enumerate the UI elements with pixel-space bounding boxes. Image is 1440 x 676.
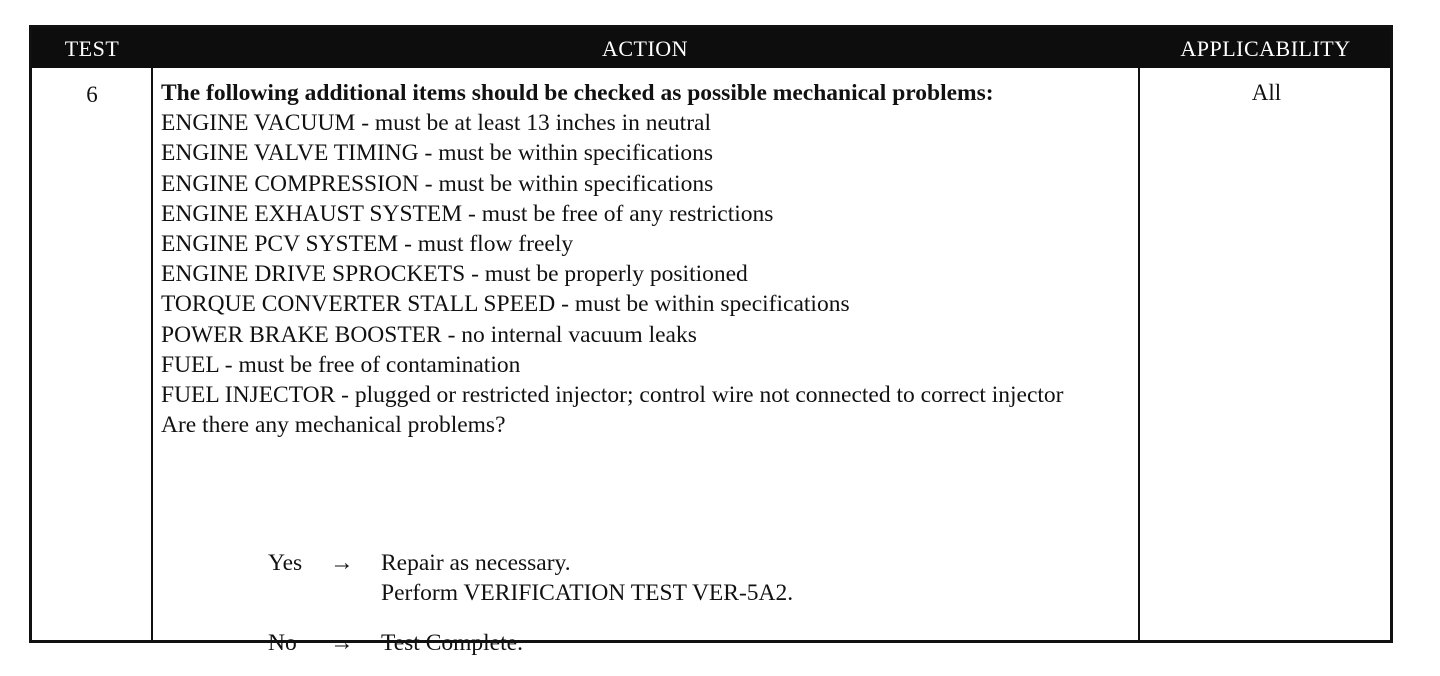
check-item: FUEL INJECTOR - plugged or restricted injector; control wire not connected to correct injector bbox=[161, 382, 1064, 409]
action-text bbox=[161, 78, 1131, 440]
no-label: No bbox=[268, 630, 297, 656]
no-result-line: Test Complete. bbox=[381, 630, 523, 656]
check-item: TORQUE CONVERTER STALL SPEED - must be within specifications bbox=[161, 291, 850, 318]
right-arrow-icon: → bbox=[330, 630, 354, 656]
column-divider bbox=[151, 68, 153, 640]
action-intro: The following additional items should be checked as possible mechanical problems: bbox=[161, 80, 994, 106]
header-test: TEST bbox=[64, 36, 120, 61]
diagnostic-test-table bbox=[29, 25, 1393, 656]
check-item: POWER BRAKE BOOSTER - no internal vacuum leaks bbox=[161, 321, 697, 348]
check-item: ENGINE VALVE TIMING - must be within specifications bbox=[161, 140, 713, 167]
check-item: ENGINE COMPRESSION - must be within specifications bbox=[161, 170, 714, 197]
check-item: ENGINE VACUUM - must be at least 13 inches in neutral bbox=[161, 110, 711, 137]
table-header bbox=[32, 28, 1390, 68]
header-applicability: APPLICABILITY bbox=[1180, 36, 1351, 61]
yes-result-line: Perform VERIFICATION TEST VER-5A2. bbox=[381, 580, 794, 606]
test-number: 6 bbox=[86, 82, 98, 107]
action-question: Are there any mechanical problems? bbox=[161, 412, 506, 439]
column-divider bbox=[1138, 68, 1140, 640]
check-item: FUEL - must be free of contamination bbox=[161, 351, 521, 378]
yes-label: Yes bbox=[268, 550, 303, 576]
header-action: ACTION bbox=[601, 36, 689, 61]
check-item: ENGINE EXHAUST SYSTEM - must be free of any restrictions bbox=[161, 200, 774, 227]
right-arrow-icon: → bbox=[330, 550, 354, 576]
yes-result-line: Repair as necessary. bbox=[381, 550, 571, 576]
check-item: ENGINE DRIVE SPROCKETS - must be properly positioned bbox=[161, 261, 748, 288]
applicability-value: All bbox=[1251, 80, 1282, 105]
check-item: ENGINE PCV SYSTEM - must flow freely bbox=[161, 231, 574, 258]
